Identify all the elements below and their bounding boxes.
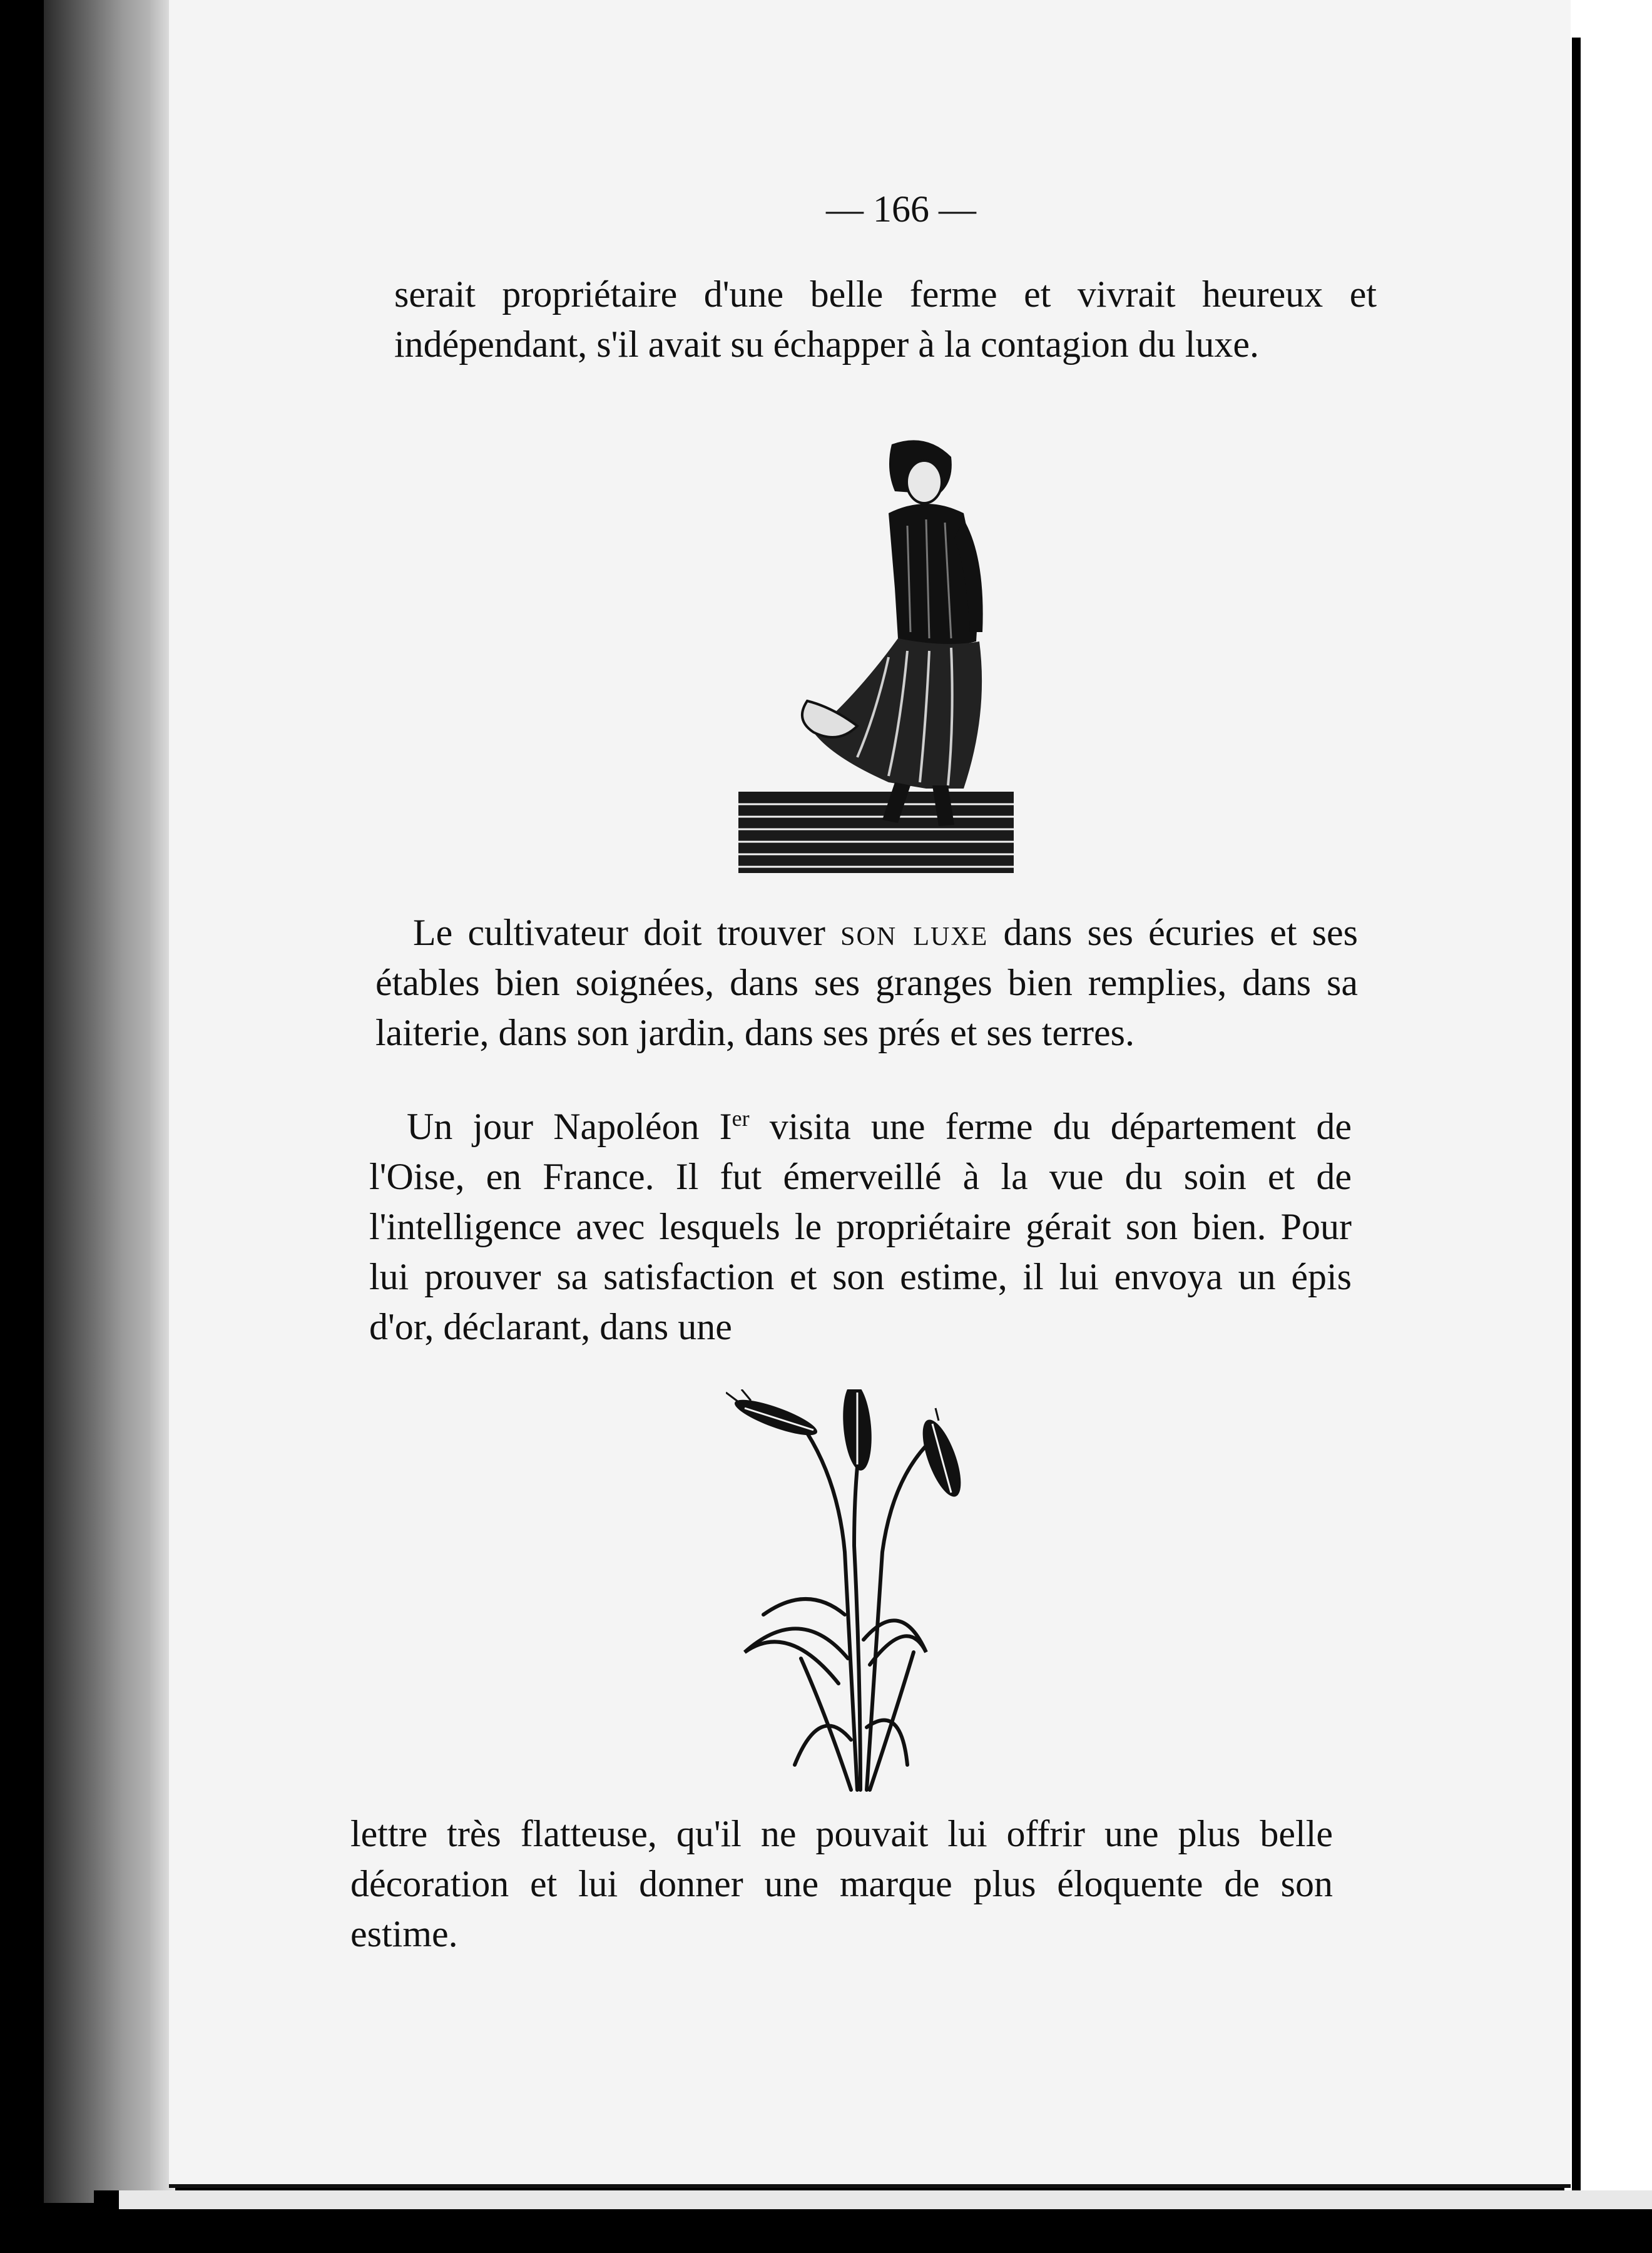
wheat-illustration xyxy=(726,1389,989,1796)
smallcaps-son-luxe: son luxe xyxy=(840,912,989,953)
paragraph-napoleon-start: Un jour Napoléon I xyxy=(407,1106,732,1147)
bottom-edge xyxy=(94,2190,1652,2253)
paragraph-luxe-start: Le cultivateur doit trouver xyxy=(413,912,841,953)
paragraph-napoleon-end: visita une ferme du département de l'Oise, en France. Il fut émerveillé à la vue du soin et de l'intelligence avec lesquels le propriétaire gérait son bien. Pour lui prouver sa satisfaction et son estime, il lui envoya un épis d'or, déclarant, dans une xyxy=(369,1106,1352,1347)
right-page-edge xyxy=(1572,38,1581,2253)
paragraph-napoleon xyxy=(369,1101,1352,1352)
paragraph-letter: lettre très flatteuse, qu'il ne pouvait lui offrir une plus belle décoration et lui donner une marque plus éloquente de son estime. xyxy=(350,1813,1333,1954)
peasant-woman-illustration xyxy=(738,432,1014,882)
paragraph-luxe-end: dans ses écuries et ses étables bien soignées, dans ses granges bien remplies, dans sa laiterie, dans son jardin, dans ses prés et ses terres. xyxy=(375,912,1358,1053)
paragraph-intro: serait propriétaire d'une belle ferme et vivrait heureux et indépendant, s'il avait su échapper à la contagion du luxe. xyxy=(394,273,1377,365)
superscript-er: er xyxy=(732,1106,750,1131)
paragraph-luxe xyxy=(375,907,1358,1058)
page-number: — 166 — xyxy=(826,188,976,230)
